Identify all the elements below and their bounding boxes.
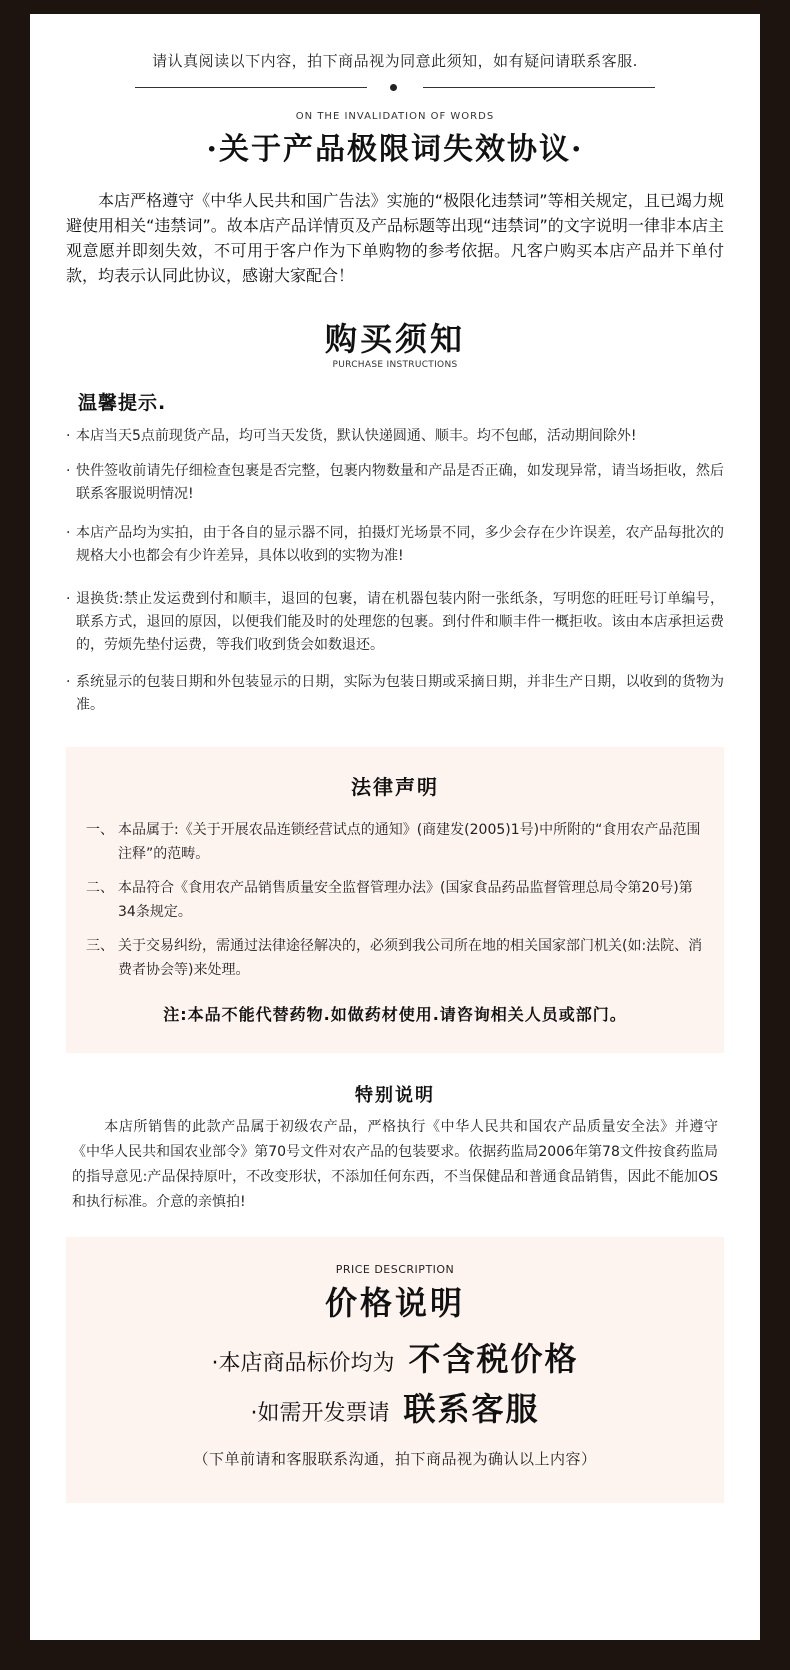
content-sheet	[30, 14, 760, 1640]
price-section	[66, 1237, 724, 1503]
price-line-tax-label: ·本店商品标价均为	[211, 1351, 395, 1376]
divider-line-right	[423, 87, 655, 88]
divider-line-left	[135, 87, 367, 88]
legal-item-number: 二、	[86, 880, 114, 896]
price-line-invoice-label: ·如需开发票请	[250, 1401, 390, 1426]
invalidation-subtitle: ON THE INVALIDATION OF WORDS	[295, 111, 495, 122]
legal-item-number: 三、	[86, 938, 114, 954]
legal-item-text: 关于交易纠纷，需通过法律途径解决的，必须到我公司所在地的相关国家部门机关(如:法院、消费者协会等)来处理。	[118, 938, 703, 978]
special-title: 特别说明	[355, 1085, 435, 1106]
bullet-icon: ·	[66, 591, 71, 607]
price-title: 价格说明	[324, 1284, 465, 1322]
invalidation-title: ·关于产品极限词失效协议·	[206, 132, 584, 167]
purchase-subtitle: PURCHASE INSTRUCTIONS	[332, 360, 458, 370]
tip-item	[66, 460, 724, 506]
legal-item-text: 本品属于:《关于开展农品连锁经营试点的通知》(商建发(2005)1号)中所附的“食用农产品范围注释”的范畴。	[118, 822, 701, 862]
special-paragraph: 本店所销售的此款产品属于初级农产品，严格执行《中华人民共和国农产品质量安全法》并遵守《中华人民共和国农业部令》第70号文件对农产品的包装要求。依据药监局2006年第78文件按食药监局的指导意见:产品保持原叶，不改变形状，不添加任何东西，不当保健品和普通食品销售，因此不能加OS和执行标准。介意的亲慎拍!	[72, 1119, 718, 1210]
tip-item	[66, 671, 724, 717]
legal-item-text: 本品符合《食用农产品销售质量安全监督管理办法》(国家食品药品监督管理总局令第20号)第34条规定。	[118, 880, 693, 920]
legal-item	[86, 934, 704, 982]
legal-item	[86, 818, 704, 866]
tip-text: 快件签收前请先仔细检查包裹是否完整，包裹内物数量和产品是否正确，如发现异常，请当场拒收，然后联系客服说明情况!	[76, 463, 724, 502]
bullet-icon: ·	[66, 428, 71, 444]
price-subtitle: PRICE DESCRIPTION	[335, 1263, 455, 1276]
legal-section	[66, 747, 724, 1053]
tip-text: 本店当天5点前现货产品，均可当天发货，默认快递圆通、顺丰。均不包邮，活动期间除外!	[76, 428, 637, 444]
tip-item	[66, 522, 724, 568]
tip-text: 系统显示的包装日期和外包装显示的日期，实际为包装日期或采摘日期，并非生产日期，以收到的货物为准。	[76, 674, 724, 713]
price-line-invoice-value: 联系客服	[403, 1390, 540, 1428]
price-footnote: （下单前请和客服联系沟通，拍下商品视为确认以上内容）	[193, 1450, 597, 1468]
ornament-divider	[135, 81, 655, 95]
price-line-tax-value: 不含税价格	[408, 1340, 579, 1378]
tip-text: 退换货:禁止发运费到付和顺丰，退回的包裹，请在机器包装内附一张纸条，写明您的旺旺号订单编号，联系方式，退回的原因，以便我们能及时的处理您的包裹。到付件和顺丰件一概拒收。该由本店承担运费的，劳烦先垫付运费，等我们收到货会如数退还。	[76, 591, 724, 653]
invalidation-paragraph: 本店严格遵守《中华人民共和国广告法》实施的“极限化违禁词”等相关规定，且已竭力规避使用相关“违禁词”。故本店产品详情页及产品标题等出现“违禁词”的文字说明一律非本店主观意愿并即刻失效，不可用于客户作为下单购物的参考依据。凡客户购买本店产品并下单付款，均表示认同此协议，感谢大家配合！	[66, 191, 724, 285]
legal-item	[86, 876, 704, 924]
legal-item-number: 一、	[86, 822, 114, 838]
bullet-icon: ·	[66, 674, 71, 690]
legal-title: 法律声明	[351, 775, 439, 799]
bullet-icon: ·	[66, 463, 71, 479]
tip-text: 本店产品均为实拍，由于各自的显示器不同，拍摄灯光场景不同，多少会存在少许误差，农产品每批次的规格大小也都会有少许差异，具体以收到的实物为准!	[76, 525, 724, 564]
top-notice: 请认真阅读以下内容，拍下商品视为同意此须知，如有疑问请联系客服.	[152, 52, 638, 70]
tips-title: 温馨提示.	[78, 392, 167, 414]
price-line-invoice	[86, 1384, 704, 1430]
divider-dot-icon	[390, 84, 397, 91]
legal-note: 注:本品不能代替药物.如做药材使用.请咨询相关人员或部门。	[163, 1005, 627, 1024]
price-line-tax	[86, 1334, 704, 1380]
tip-item	[66, 588, 724, 657]
purchase-title: 购买须知	[324, 320, 465, 358]
tip-item	[66, 425, 724, 448]
bullet-icon: ·	[66, 525, 71, 541]
